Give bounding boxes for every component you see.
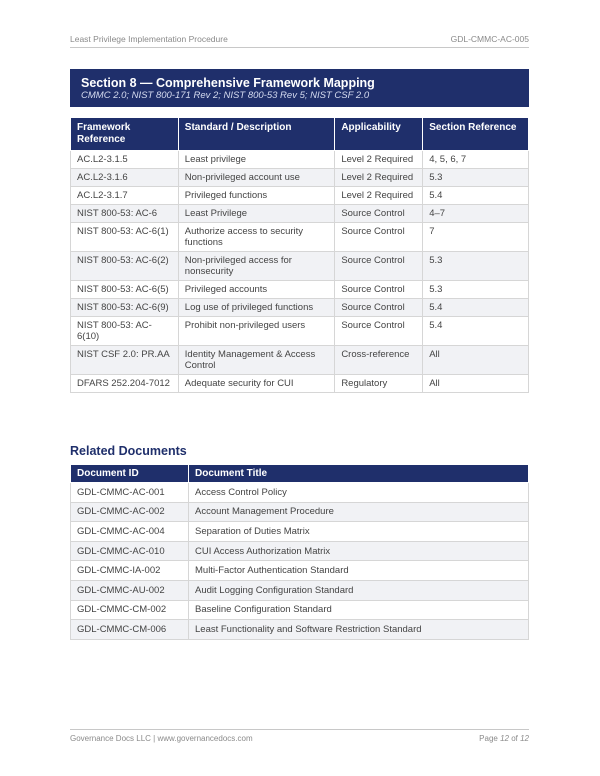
document-title-cell: Multi-Factor Authentication Standard — [189, 561, 529, 581]
framework-reference-cell: NIST 800-53: AC-6 — [71, 205, 179, 223]
table-row — [71, 252, 529, 281]
document-id-cell: GDL-CMMC-CM-002 — [71, 600, 189, 620]
standard-description-cell: Log use of privileged functions — [178, 299, 335, 317]
table-row — [71, 187, 529, 205]
applicability-cell: Source Control — [335, 299, 423, 317]
document-id-cell: GDL-CMMC-AC-004 — [71, 522, 189, 542]
page-total: 12 — [520, 734, 529, 743]
section-reference-cell: 4, 5, 6, 7 — [423, 151, 529, 169]
applicability-cell: Regulatory — [335, 375, 423, 393]
document-title-cell: Least Functionality and Software Restriction Standard — [189, 620, 529, 640]
table-row — [71, 205, 529, 223]
section-reference-cell: All — [423, 375, 529, 393]
table-row — [71, 502, 529, 522]
document-title-cell: Access Control Policy — [189, 483, 529, 503]
applicability-cell: Source Control — [335, 281, 423, 299]
table-row — [71, 281, 529, 299]
document-title-cell: Audit Logging Configuration Standard — [189, 580, 529, 600]
table-row — [71, 522, 529, 542]
page-prefix: Page — [479, 734, 501, 743]
standard-description-cell: Privileged accounts — [178, 281, 335, 299]
section-banner — [70, 69, 529, 107]
section-reference-cell: 5.4 — [423, 187, 529, 205]
framework-reference-cell: NIST 800-53: AC-6(10) — [71, 317, 179, 346]
standard-description-cell: Prohibit non-privileged users — [178, 317, 335, 346]
column-header: Document Title — [189, 465, 529, 483]
framework-reference-cell: NIST 800-53: AC-6(9) — [71, 299, 179, 317]
framework-reference-cell: AC.L2-3.1.7 — [71, 187, 179, 205]
framework-mapping-table — [70, 117, 529, 393]
table-row — [71, 223, 529, 252]
table-row — [71, 375, 529, 393]
document-id-cell: GDL-CMMC-AC-001 — [71, 483, 189, 503]
standard-description-cell: Authorize access to security functions — [178, 223, 335, 252]
document-id-cell: GDL-CMMC-AC-010 — [71, 541, 189, 561]
framework-reference-cell: NIST CSF 2.0: PR.AA — [71, 346, 179, 375]
applicability-cell: Source Control — [335, 223, 423, 252]
standard-description-cell: Privileged functions — [178, 187, 335, 205]
footer-company: Governance Docs LLC | www.governancedocs.com — [70, 734, 253, 743]
section-reference-cell: 5.4 — [423, 317, 529, 346]
table-row — [71, 317, 529, 346]
document-title-cell: Separation of Duties Matrix — [189, 522, 529, 542]
section-reference-cell: 5.4 — [423, 299, 529, 317]
section-reference-cell: 4–7 — [423, 205, 529, 223]
table-row — [71, 169, 529, 187]
framework-reference-cell: NIST 800-53: AC-6(5) — [71, 281, 179, 299]
section-reference-cell: 5.3 — [423, 281, 529, 299]
page-current: 12 — [500, 734, 509, 743]
page-of: of — [508, 734, 521, 743]
column-header: Framework Reference — [71, 118, 179, 151]
applicability-cell: Source Control — [335, 317, 423, 346]
column-header: Section Reference — [423, 118, 529, 151]
table-row — [71, 483, 529, 503]
document-title-cell: Baseline Configuration Standard — [189, 600, 529, 620]
standard-description-cell: Identity Management & Access Control — [178, 346, 335, 375]
framework-reference-cell: AC.L2-3.1.6 — [71, 169, 179, 187]
framework-reference-cell: DFARS 252.204-7012 — [71, 375, 179, 393]
applicability-cell: Cross-reference — [335, 346, 423, 375]
table-row — [71, 151, 529, 169]
document-id-cell: GDL-CMMC-IA-002 — [71, 561, 189, 581]
section-reference-cell: 5.3 — [423, 169, 529, 187]
header-document-id: GDL-CMMC-AC-005 — [450, 34, 529, 44]
page-number — [479, 734, 529, 743]
page-footer — [70, 729, 529, 743]
framework-reference-cell: AC.L2-3.1.5 — [71, 151, 179, 169]
standard-description-cell: Non-privileged account use — [178, 169, 335, 187]
standard-description-cell: Non-privileged access for nonsecurity — [178, 252, 335, 281]
header-document-title: Least Privilege Implementation Procedure — [70, 34, 228, 44]
column-header: Standard / Description — [178, 118, 335, 151]
section-reference-cell: 7 — [423, 223, 529, 252]
table-row — [71, 346, 529, 375]
column-header: Applicability — [335, 118, 423, 151]
applicability-cell: Level 2 Required — [335, 169, 423, 187]
table-header-row — [71, 118, 529, 151]
table-row — [71, 561, 529, 581]
framework-reference-cell: NIST 800-53: AC-6(1) — [71, 223, 179, 252]
table-row — [71, 600, 529, 620]
table-header-row — [71, 465, 529, 483]
document-id-cell: GDL-CMMC-AC-002 — [71, 502, 189, 522]
page-header — [70, 34, 529, 48]
applicability-cell: Level 2 Required — [335, 151, 423, 169]
document-id-cell: GDL-CMMC-CM-006 — [71, 620, 189, 640]
applicability-cell: Source Control — [335, 205, 423, 223]
applicability-cell: Level 2 Required — [335, 187, 423, 205]
standard-description-cell: Adequate security for CUI — [178, 375, 335, 393]
applicability-cell: Source Control — [335, 252, 423, 281]
column-header: Document ID — [71, 465, 189, 483]
table-row — [71, 580, 529, 600]
table-row — [71, 299, 529, 317]
table-row — [71, 541, 529, 561]
section-reference-cell: All — [423, 346, 529, 375]
section-reference-cell: 5.3 — [423, 252, 529, 281]
framework-reference-cell: NIST 800-53: AC-6(2) — [71, 252, 179, 281]
standard-description-cell: Least privilege — [178, 151, 335, 169]
standard-description-cell: Least Privilege — [178, 205, 335, 223]
section-subtitle: CMMC 2.0; NIST 800-171 Rev 2; NIST 800-53 Rev 5; NIST CSF 2.0 — [81, 90, 370, 101]
document-title-cell: CUI Access Authorization Matrix — [189, 541, 529, 561]
section-title: Section 8 — Comprehensive Framework Mapping — [81, 76, 375, 90]
table-row — [71, 620, 529, 640]
document-id-cell: GDL-CMMC-AU-002 — [71, 580, 189, 600]
document-title-cell: Account Management Procedure — [189, 502, 529, 522]
related-documents-table — [70, 464, 529, 640]
related-documents-heading: Related Documents — [70, 444, 187, 458]
